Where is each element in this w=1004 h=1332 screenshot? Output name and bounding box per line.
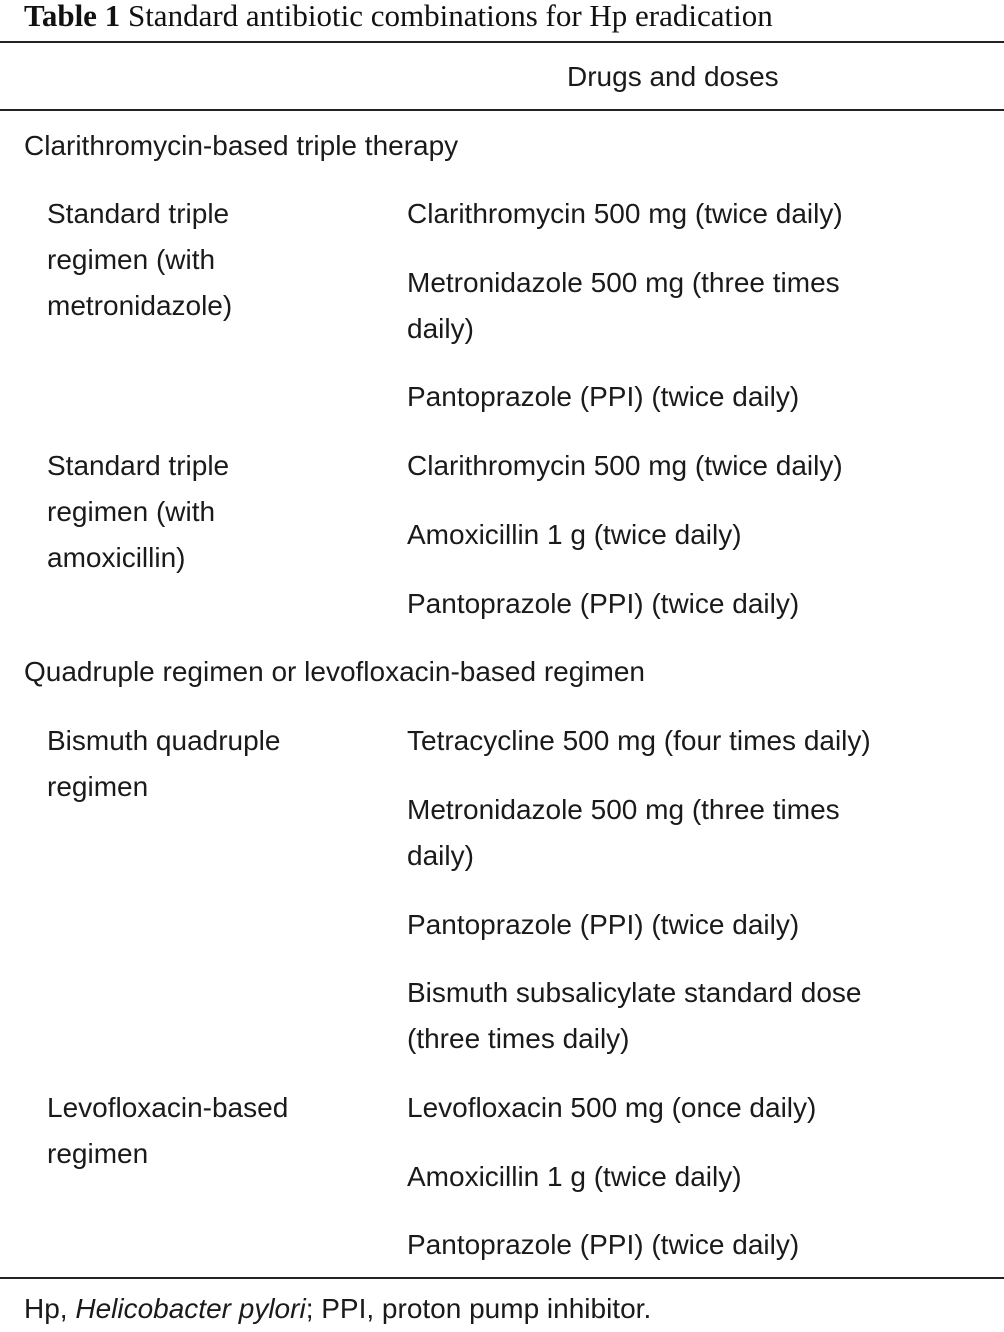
table-footnote: [24, 1286, 651, 1332]
table-title: Standard antibiotic combinations for Hp eradication: [127, 0, 773, 33]
drug-dose: Clarithromycin 500 mg (twice daily): [407, 198, 843, 229]
footnote-abbr-ppi: ; PPI, proton pump inhibitor.: [305, 1293, 652, 1324]
drug-dose: Amoxicillin 1 g (twice daily): [407, 519, 742, 550]
section-title: Clarithromycin-based triple therapy: [24, 130, 459, 161]
regimen-name: metronidazole): [47, 290, 233, 321]
drug-dose: Pantoprazole (PPI) (twice daily): [407, 381, 800, 412]
drug-dose: daily): [407, 313, 474, 344]
section-title: Quadruple regimen or levofloxacin-based regimen: [24, 656, 646, 687]
regimen-name: Bismuth quadruple: [47, 725, 281, 756]
column-header-drugs: Drugs and doses: [567, 61, 779, 92]
header-rule: [0, 109, 1004, 111]
regimen-name: Standard triple: [47, 198, 230, 229]
footnote-abbr-hp: Hp,: [24, 1293, 76, 1324]
drug-dose: Metronidazole 500 mg (three times: [407, 267, 840, 298]
drug-dose: Tetracycline 500 mg (four times daily): [407, 725, 871, 756]
drug-dose: Pantoprazole (PPI) (twice daily): [407, 909, 800, 940]
regimen-name: regimen (with: [47, 496, 216, 527]
table-caption: [24, 0, 773, 36]
footnote-term: Helicobacter pylori: [75, 1293, 306, 1324]
regimen-name: Levofloxacin-based: [47, 1092, 289, 1123]
drug-dose: Clarithromycin 500 mg (twice daily): [407, 450, 843, 481]
regimen-name: amoxicillin): [47, 542, 186, 573]
drug-dose: (three times daily): [407, 1023, 630, 1054]
regimen-name: regimen (with: [47, 244, 216, 275]
regimen-name: Standard triple: [47, 450, 230, 481]
table-label: Table 1: [24, 0, 121, 33]
top-rule: [0, 41, 1004, 43]
drug-dose: Levofloxacin 500 mg (once daily): [407, 1092, 817, 1123]
bottom-rule: [0, 1277, 1004, 1279]
drug-dose: Pantoprazole (PPI) (twice daily): [407, 588, 800, 619]
regimen-name: regimen: [47, 771, 149, 802]
drug-dose: Bismuth subsalicylate standard dose: [407, 977, 862, 1008]
regimen-name: regimen: [47, 1138, 149, 1169]
drug-dose: Amoxicillin 1 g (twice daily): [407, 1161, 742, 1192]
drug-dose: Metronidazole 500 mg (three times: [407, 794, 840, 825]
drug-dose: Pantoprazole (PPI) (twice daily): [407, 1229, 800, 1260]
drug-dose: daily): [407, 840, 474, 871]
